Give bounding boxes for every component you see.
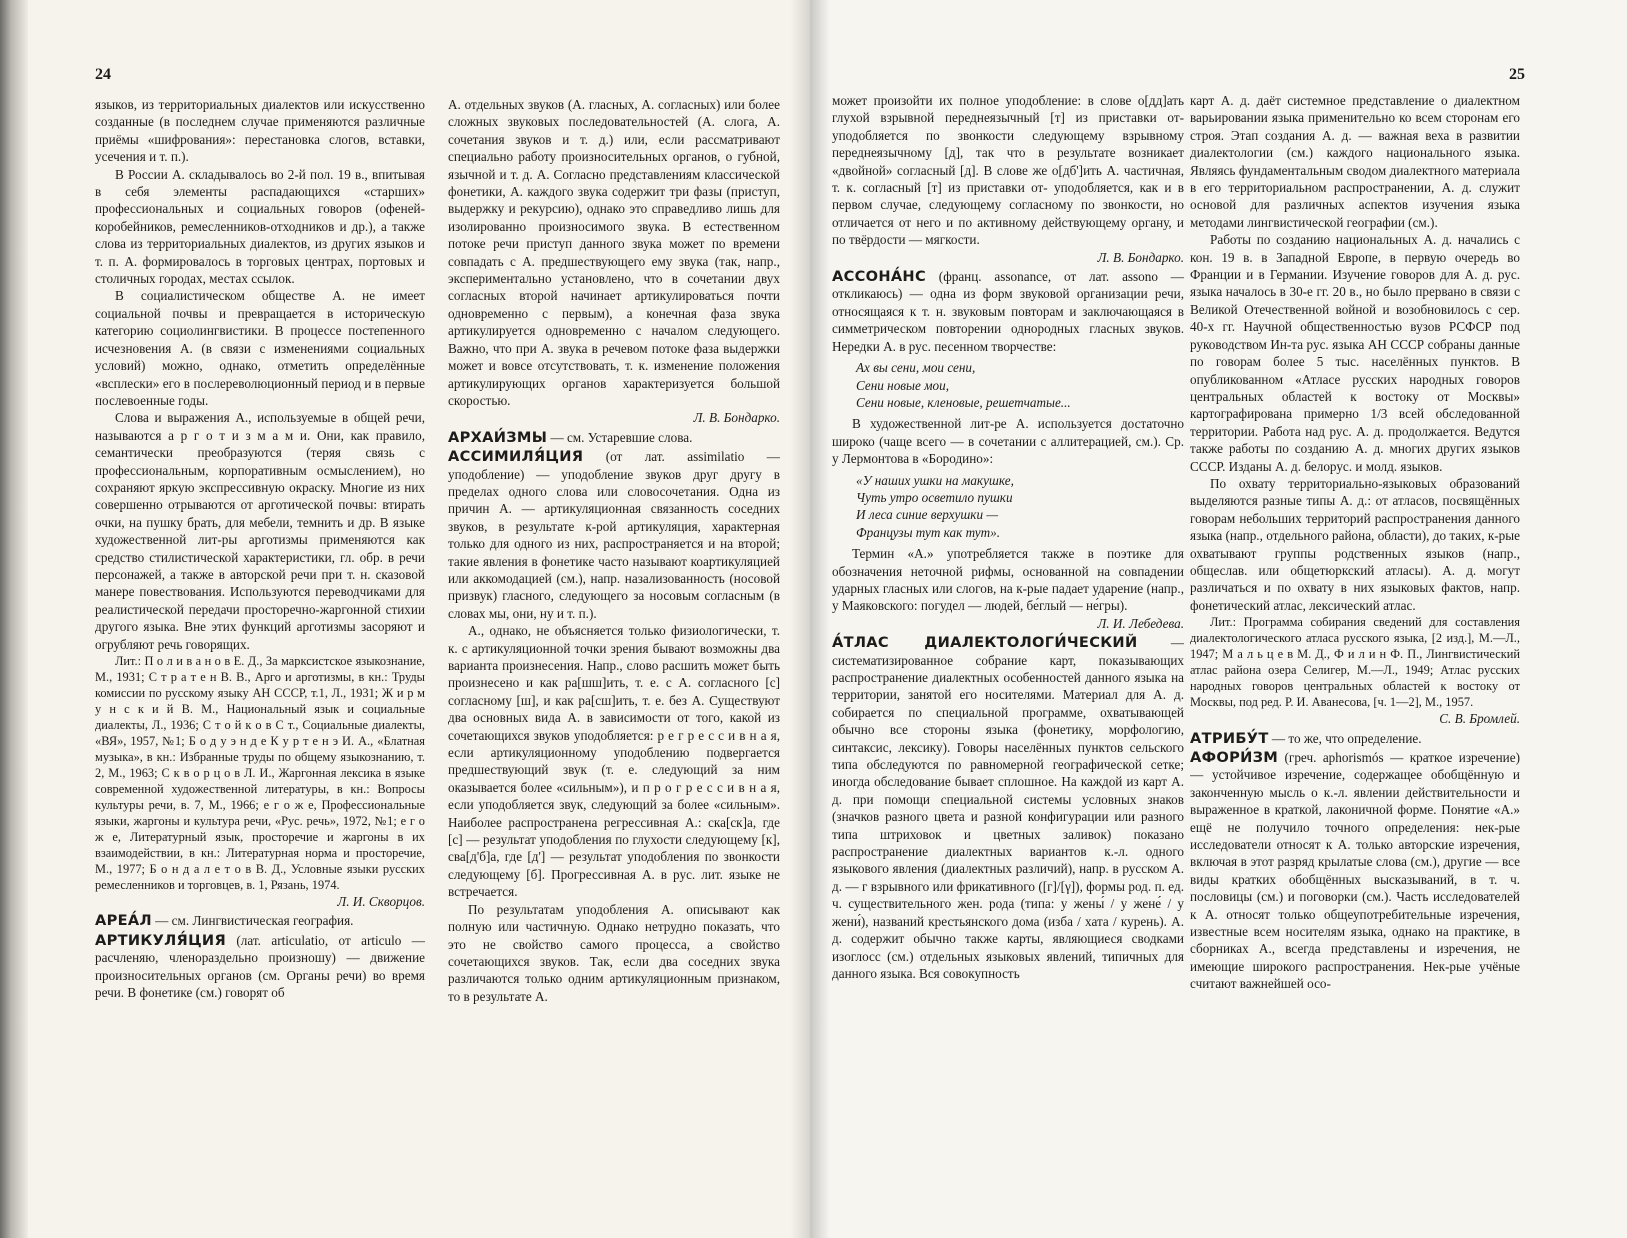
page-number-left: 24	[95, 66, 111, 83]
entry-archaisms	[448, 429, 780, 446]
author-signature: Л. И. Скворцов.	[337, 894, 425, 909]
paragraph: карт А. д. даёт системное представление о диалектном варьировании языка применительно ко всем сторонам его строя. Этап создания А. д. — важная веха в развитии диалектологии (см.) каждого национального языка. Являясь фундаментальным сводом диалектного материала в его территориальном распространении, А. д. служит основой для различных аспектов изучения языка методами лингвистической географии (см.).	[1190, 93, 1520, 230]
verse-line: Сени новые мои,	[856, 377, 950, 393]
entry-attribute	[1190, 730, 1520, 747]
paragraph: В социалистическом обществе А. не имеет социальной почвы и превращается в историческую категорию социолингвистики. В процессе постепенного исчезновения А. (в связи с изменениями социальных условий) можно, однако, отметить определённые «всплески» его в послереволюционный период и в первые послевоенные годы.	[95, 288, 425, 408]
entry-text: (греч. aphorismós — краткое изречение) — устойчивое изречение, содержащее обобщённую и законченную мысль о к.-л. явлении действительности и выраженное в краткой, лаконичной форме. Понятие «А.» ещё не получило точного определения: нек-рые исследователи относят к А. только авторские изречения, включая в этот разряд крылатые слова (см.), другие — все виды кратких обобщённых высказываний, в т. ч. пословицы (см.) и поговорки (см.). Часть исследователей к А. относят только общеупотребительные изречения, известные всем носителям языка, однако на практике, в сборниках А., всегда представлены и изречения, не имеющие широкого распространения. Нек-рые учёные считают важнейшей осо-	[1190, 750, 1520, 992]
entry-text: (франц. assonance, от лат. assono — откликаюсь) — одна из форм звуковой организации речи, относящаяся к т. н. звуковым повторам и заключающаяся в симметрическом повторении однородных гласных звуков. Нередки А. в рус. песенном творчестве:	[832, 269, 1184, 354]
entry-text: — то же, что определение.	[1268, 730, 1422, 746]
entry-text: — см. Устаревшие слова.	[547, 429, 693, 445]
entry-text: (лат. articulatio, от articulo — расчленяю, членораздельно произношу) — движение произносительных органов (см. Органы речи) во время речи. В фонетике (см.) говорят об	[95, 932, 425, 1001]
page-number-right: 25	[1509, 66, 1525, 83]
paragraph: Слова и выражения А., используемые в общей речи, называются а р г о т и з м а м и. Они, как правило, семантически преобразуются (теряя связь с профессиональным, корпоративным осмыслением), но сохраняют яркую экспрессивную окраску. Многие из них совершенно отрываются от арготической почвы: втирать очки, на пушку брать, для мебели, темнить и др. В языке художественной лит-ры арготизмы применяются как средство стилистической характеристики, гл. обр. в речи персонажей, а также в авторской речи при т. н. сказовой манере повествования. Используются переводчиками для реалистической передачи просторечно-жаргонной стихии другого языка. Вне этих функций арготизмы засоряют и огрубляют речь говорящих.	[95, 410, 425, 652]
verse-quote	[856, 472, 1184, 542]
paragraph: В художественной лит-ре А. используется достаточно широко (чаще всего — в сочетании с аллитерацией, см.). Ср. у Лермонтова в «Бородино»:	[832, 416, 1184, 467]
headword: АРТИКУЛЯ́ЦИЯ	[95, 931, 226, 949]
entry-text: — систематизированное собрание карт, показывающих распространение диалектных особенностей данного языка на территории, занятой его носителями. Материал для А. д. собирается по специальной программе, охватывающей обычно все стороны языка (фонетику, морфологию, синтаксис, лексику). Говоры населённых пунктов сельского типа обследуются по равномерной географической сетке; иногда обследование бывает сплошное. На каждой из карт А. д. при помощи специальной системы условных знаков (значков разного цвета и разной конфигурации или разного типа штриховок и цветных заливок) показано распространение диалектных вариантов к.-л. одного языкового явления (диалектных различий), напр. в русском А. д. — г взрывного или фрикативного ([г]/[γ]), формы род. п. ед. ч. существительного жен. рода (типа: у жены́ / у жене́ / у жени́), названий крестьянского дома (изба / хата / курень). А. д. содержит обычно также карты, являющиеся сводками изоглосс (см.) отдельных языковых явлений, типичных для данного языка. Вся совокупность	[832, 635, 1184, 981]
author-signature: Л. В. Бондарко.	[693, 410, 780, 426]
verse-quote	[856, 359, 1184, 411]
column-3	[832, 92, 1184, 1202]
entry-articulation	[95, 932, 425, 1002]
author-signature: Л. И. Лебедева.	[1097, 615, 1184, 631]
author-signature: Л. В. Бондарко.	[1097, 249, 1184, 265]
column-2	[448, 96, 780, 1196]
verse-line: Ах вы сени, мои сени,	[856, 360, 976, 376]
paragraph: А. отдельных звуков (А. гласных, А. согласных) или более сложных звуковых последовательностей (А. слога, А. сочетания звуков и т. д.) или, если рассматривают специально работу произносительных органов, о губной, язычной и т. д. А. Согласно представлениям классической фонетики, А. каждого звука содержит три фазы (приступ, выдержку и рекурсию), однако это справедливо лишь для изолированно произносимого звука. В естественном потоке речи приступ данного звука может по времени совпадать с А. предшествующего ему звука (так, напр., экспериментально установлено, что в сочетании двух согласных второй начинает артикулироваться почти одновременно с первым), а конечная фаза звука артикулируется одновременно с началом следующего. Важно, что при А. звука в речевом потоке фаза выдержки может и вовсе отсутствовать, т. к. изменение положения артикулирующих органов характеризуется большой скоростью.	[448, 97, 780, 408]
entry-assonance	[832, 268, 1184, 355]
paragraph: Термин «А.» употребляется также в поэтике для обозначения неточной рифмы, основанной на совпадении ударных гласных или слогов, на к-рые падает ударение (напр., у Маяковского: погудел — людей, бе́глый — не́гры).	[832, 546, 1184, 614]
headword: АРХАИ́ЗМЫ	[448, 428, 548, 446]
paragraph: Работы по созданию национальных А. д. начались с кон. 19 в. в Западной Европе, в первую очередь во Франции и в Германии. Изучение говоров для А. д. рус. языка началось в 30-е гг. 20 в., но было прервано в связи с Великой Отечественной войной и возобновилось с сер. 40-х гг. Научной общественностью вузов РСФСР под руководством Ин-та рус. языка АН СССР собраны данные по говорам более 5 тыс. населённых пунктов. В опубликованном «Атласе русских народных говоров центральных областей к востоку от Москвы» картографирована примерно 1/3 всей обследованной территории. Работа над рус. А. д. продолжается. Ведутся также работы по созданию А. д. многих других языков СССР. Изданы А. д. белорус. и молд. языков.	[1190, 232, 1520, 474]
entry-text: (от лат. assimilatio — уподобление) — уподобление звуков друг другу в пределах одного слова или словосочетания. Одна из причин А. — артикуляционная связанность соседних звуков, в результате к-рой артикуляция, характерная только для одного из них, распространяется и на второй; такие явления в фонетике часто называют коартикуляцией или аккомодацией (см.), напр. назализованность (носовой призвук) гласного, следующего за носовым согласным (в словах мы, они, ну и т. п.).	[448, 449, 780, 621]
verse-line: И леса синие верхушки —	[856, 507, 999, 523]
paragraph: языков, из территориальных диалектов или искусственно созданные (в последнем случае применяются различные приёмы «шифрования»: перестановка слогов, вставки, усечения и т. п.).	[95, 97, 425, 165]
left-page	[0, 0, 813, 1238]
entry-aphorism	[1190, 749, 1520, 993]
paragraph: По охвату территориально-языковых образований выделяются разные типы А. д.: от атласов, посвящённых говорам небольших территорий распространения данного языка (напр., отдельного района, области), до таких, к-рые охватывают группы родственных языков (напр., общеслав. или общетюркский атласы). А. д. могут различаться и по охвату в них языковых фактов, напр. фонетический атлас, лексический атлас.	[1190, 475, 1520, 613]
column-4	[1190, 92, 1520, 1202]
verse-line: Чуть утро осветило пушки	[856, 489, 1013, 505]
paragraph: А., однако, не объясняется только физиологически, т. к. с артикуляционной точки зрения бывают возможны два варианта произнесения. Напр., слово расшить может быть произнесено и как ра[шш]ить, т. е. с А. согласного [с] согласному [ш], и как ра[сш]ить, т. е. без А. Существуют два основных вида А. в зависимости от того, какой из сочетающихся звуков уподобляется: р е г р е с с и в н а я, если артикуляционному уподоблению подвергается предшествующий звук (т. е. следующий за ним оказывается более «сильным»), и п р о г р е с с и в н а я, если уподобляется звук, следующий за более «сильным». Наиболее распространена регрессивная А.: ска[ск]а, где [с] — результат уподобления по глухости следующему [к], сва[д'б]а, где [д'] — результат уподобления по звонкости следующему [б]. Прогрессивная А. в рус. лит. языке не встречается.	[448, 623, 780, 900]
entry-dialect-atlas	[832, 634, 1184, 982]
book-edge	[0, 0, 28, 1238]
author-signature: С. В. Бромлей.	[1439, 711, 1520, 727]
headword: АТРИБУ́Т	[1190, 729, 1269, 747]
verse-line: Французы тут как тут».	[856, 524, 1001, 540]
paragraph: В России А. складывалось во 2-й пол. 19 в., впитывая в себя элементы распадающихся «старших» профессиональных и социальных говоров (офеней-коробейников, ремесленников-отходников и др.), а также слова из территориальных диалектов, из других языков и т. п. А. формировалось в торговых центрах, портовых и столичных городах, местах ссылок.	[95, 166, 425, 287]
entry-areal	[95, 912, 425, 929]
verse-line: «У наших ушки на макушке,	[856, 472, 1014, 488]
column-1	[95, 96, 425, 1196]
headword: АССОНА́НС	[832, 268, 926, 286]
headword: А́ТЛАС ДИАЛЕКТОЛОГИ́ЧЕСКИЙ	[832, 634, 1138, 652]
headword: АФОРИ́ЗМ	[1190, 749, 1279, 766]
verse-line: Сени новые, кленовые, решетчатые...	[856, 394, 1071, 410]
headword: АССИМИЛЯ́ЦИЯ	[448, 448, 584, 466]
headword: АРЕА́Л	[95, 912, 152, 930]
paragraph: может произойти их полное уподобление: в слове о[дд]ать глухой взрывной переднеязычный [т] из приставки от- уподобляется по звонкости следующему взрывному переднеязычному [д], так что в результате возникает «двойной» согласный [д]. В слове же о[дб']ить А. частичная, т. к. согласный [т] из приставки от- уподобляется, как и в первом случае, следующему согласному по звонкости, но отличается от него и по активному действующему органу, и по твёрдости — мягкости.	[832, 93, 1184, 248]
literature-references: Лит.: П о л и в а н о в Е. Д., За марксистское языкознание, М., 1931; С т р а т е н В. В., Арго и арготизмы, в кн.: Труды комиссии по русскому языку АН СССР, т.1, Л., 1931; Ж и р м у н с к и й В. М., Национальный язык и социальные диалекты, Л., 1936; С т о й к о в С т., Социальные диалекты, «ВЯ», 1957, №1; Б о д у э н д е К у р т е н э И. А., «Блатная музыка», в кн.: Избранные труды по общему языкознанию, т. 2, М., 1963; С к в о р ц о в Л. И., Жаргонная лексика в языке современной художественной литературы, в кн.: Вопросы культуры речи, в. 7, М., 1966; е г о ж е, Профессиональные языки, жаргоны и культура речи, «Рус. речь», 1972, №1; е г о ж е, Литературный язык, просторечие и жаргоны в их взаимодействии, в кн.: Литературная норма и просторечие, М., 1977; Б о н д а л е т о в В. Д., Условные языки русских ремесленников и торговцев, в. 1, Рязань, 1974.	[95, 654, 425, 892]
right-page	[812, 0, 1627, 1238]
literature-references: Лит.: Программа собирания сведений для составления диалектологического атласа русского языка, [2 изд.], М.—Л., 1947; М а л ь ц е в М. Д., Ф и л и н Ф. П., Лингвистический атлас района озера Селигер, М.—Л., 1949; Атлас русских народных говоров центральных областей к востоку от Москвы, под ред. Р. И. Аванесова, [ч. 1—2], М., 1957.	[1190, 615, 1520, 710]
entry-assimilation	[448, 448, 780, 622]
entry-text: — см. Лингвистическая география.	[151, 913, 354, 929]
paragraph: По результатам уподобления А. описывают как полную или частичную. Однако нетрудно показать, что это не свойство самого процесса, а свойство сочетающихся звуков. Так, если два соседних звука различаются только одним артикуляционным признаком, то в результате А.	[448, 901, 780, 1004]
